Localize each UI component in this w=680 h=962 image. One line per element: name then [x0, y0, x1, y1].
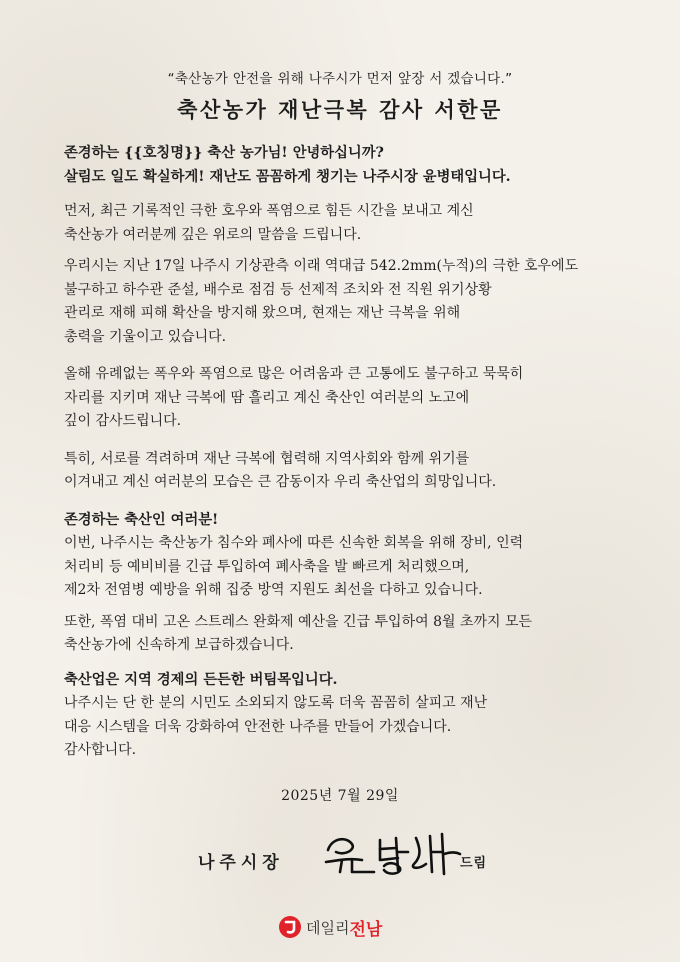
handwritten-signature: [322, 830, 462, 876]
text-line: 이번, 나주시는 축산농가 침수와 폐사에 따른 신속한 회복을 위해 장비, 인력: [64, 535, 524, 551]
signer-title: 나주시장: [198, 853, 284, 873]
text-line: 총력을 기울이고 있습니다.: [64, 328, 227, 345]
paragraph: [64, 532, 624, 603]
greeting-line: 존경하는 {{호칭명}} 축산 농가님! 안녕하십니까?: [64, 145, 384, 161]
paragraph: [64, 255, 624, 349]
text-line: 감사합니다.: [64, 742, 137, 758]
section-heading: 존경하는 축산인 여러분!: [64, 511, 219, 528]
brand-name-part2: 전남: [349, 919, 383, 940]
paragraph: [64, 363, 624, 434]
text-line: 불구하고 하수관 준설, 배수로 점검 등 선제적 조치와 전 직원 위기상황: [64, 281, 492, 298]
text-line: 나주시는 단 한 분의 시민도 소외되지 않도록 더욱 꼼꼼히 살피고 재난: [64, 695, 488, 711]
text-line: 자리를 지키며 재난 극복에 땀 흘리고 계신 축산인 여러분의 노고에: [64, 389, 470, 406]
text-line: 관리로 재해 피해 확산을 방지해 왔으며, 현재는 재난 극복을 위해: [64, 305, 461, 321]
section-heading: 축산업은 지역 경제의 든든한 버팀목입니다.: [64, 671, 338, 688]
letter-quote: “축산농가 안전을 위해 나주시가 먼저 앞장 서 겠습니다.”: [167, 71, 513, 87]
text-line: 특히, 서로를 격려하며 재난 극복에 협력해 지역사회와 함께 위기를: [64, 450, 470, 467]
text-line: 축산농가에 신속하게 보급하겠습니다.: [64, 637, 294, 653]
text-line: 이겨내고 계신 여러분의 모습은 큰 감동이자 우리 축산업의 희망입니다.: [64, 474, 497, 490]
text-line: 제2차 전염병 예방을 위해 집중 방역 지원도 최선을 다하고 있습니다.: [64, 582, 483, 598]
text-line: 또한, 폭염 대비 고온 스트레스 완화제 예산을 긴급 투입하여 8월 초까지 모든: [64, 613, 533, 630]
greeting-line: 살림도 일도 확실하게! 재난도 꼼꼼하게 챙기는 나주시장 윤병태입니다.: [64, 168, 511, 185]
signature-line: [198, 828, 498, 882]
text-line: 처리비 등 예비비를 긴급 투입하여 폐사축을 발 빠르게 처리했으며,: [64, 558, 470, 575]
sign-off: 드림: [460, 856, 488, 871]
brand-icon: [279, 916, 301, 938]
text-line: 먼저, 최근 기록적인 극한 호우와 폭염으로 힘든 시간을 보내고 계신: [64, 203, 474, 219]
letter-title: 축산농가 재난극복 감사 서한문: [177, 98, 503, 122]
text-line: 올해 유례없는 폭우와 폭염으로 많은 어려움과 큰 고통에도 불구하고 묵묵히: [64, 366, 524, 382]
text-line: 대응 시스템을 더욱 강화하여 안전한 나주를 만들어 가겠습니다.: [64, 718, 452, 735]
paragraph: [64, 200, 624, 247]
brand-logo: [279, 914, 382, 940]
text-line: 깊이 감사드립니다.: [64, 413, 182, 429]
text-line: 우리시는 지난 17일 나주시 기상관측 이래 역대급 542.2mm(누적)의 극한 호우에도: [64, 258, 579, 274]
paragraph: [64, 611, 624, 658]
paragraph: [64, 692, 624, 763]
brand-name-part1: 데일리: [306, 918, 350, 937]
letter-body: [64, 142, 624, 763]
text-line: 축산농가 여러분께 깊은 위로의 말씀을 드립니다.: [64, 226, 362, 243]
paragraph: [64, 448, 624, 495]
letter-date: 2025년 7월 29일: [281, 788, 399, 804]
